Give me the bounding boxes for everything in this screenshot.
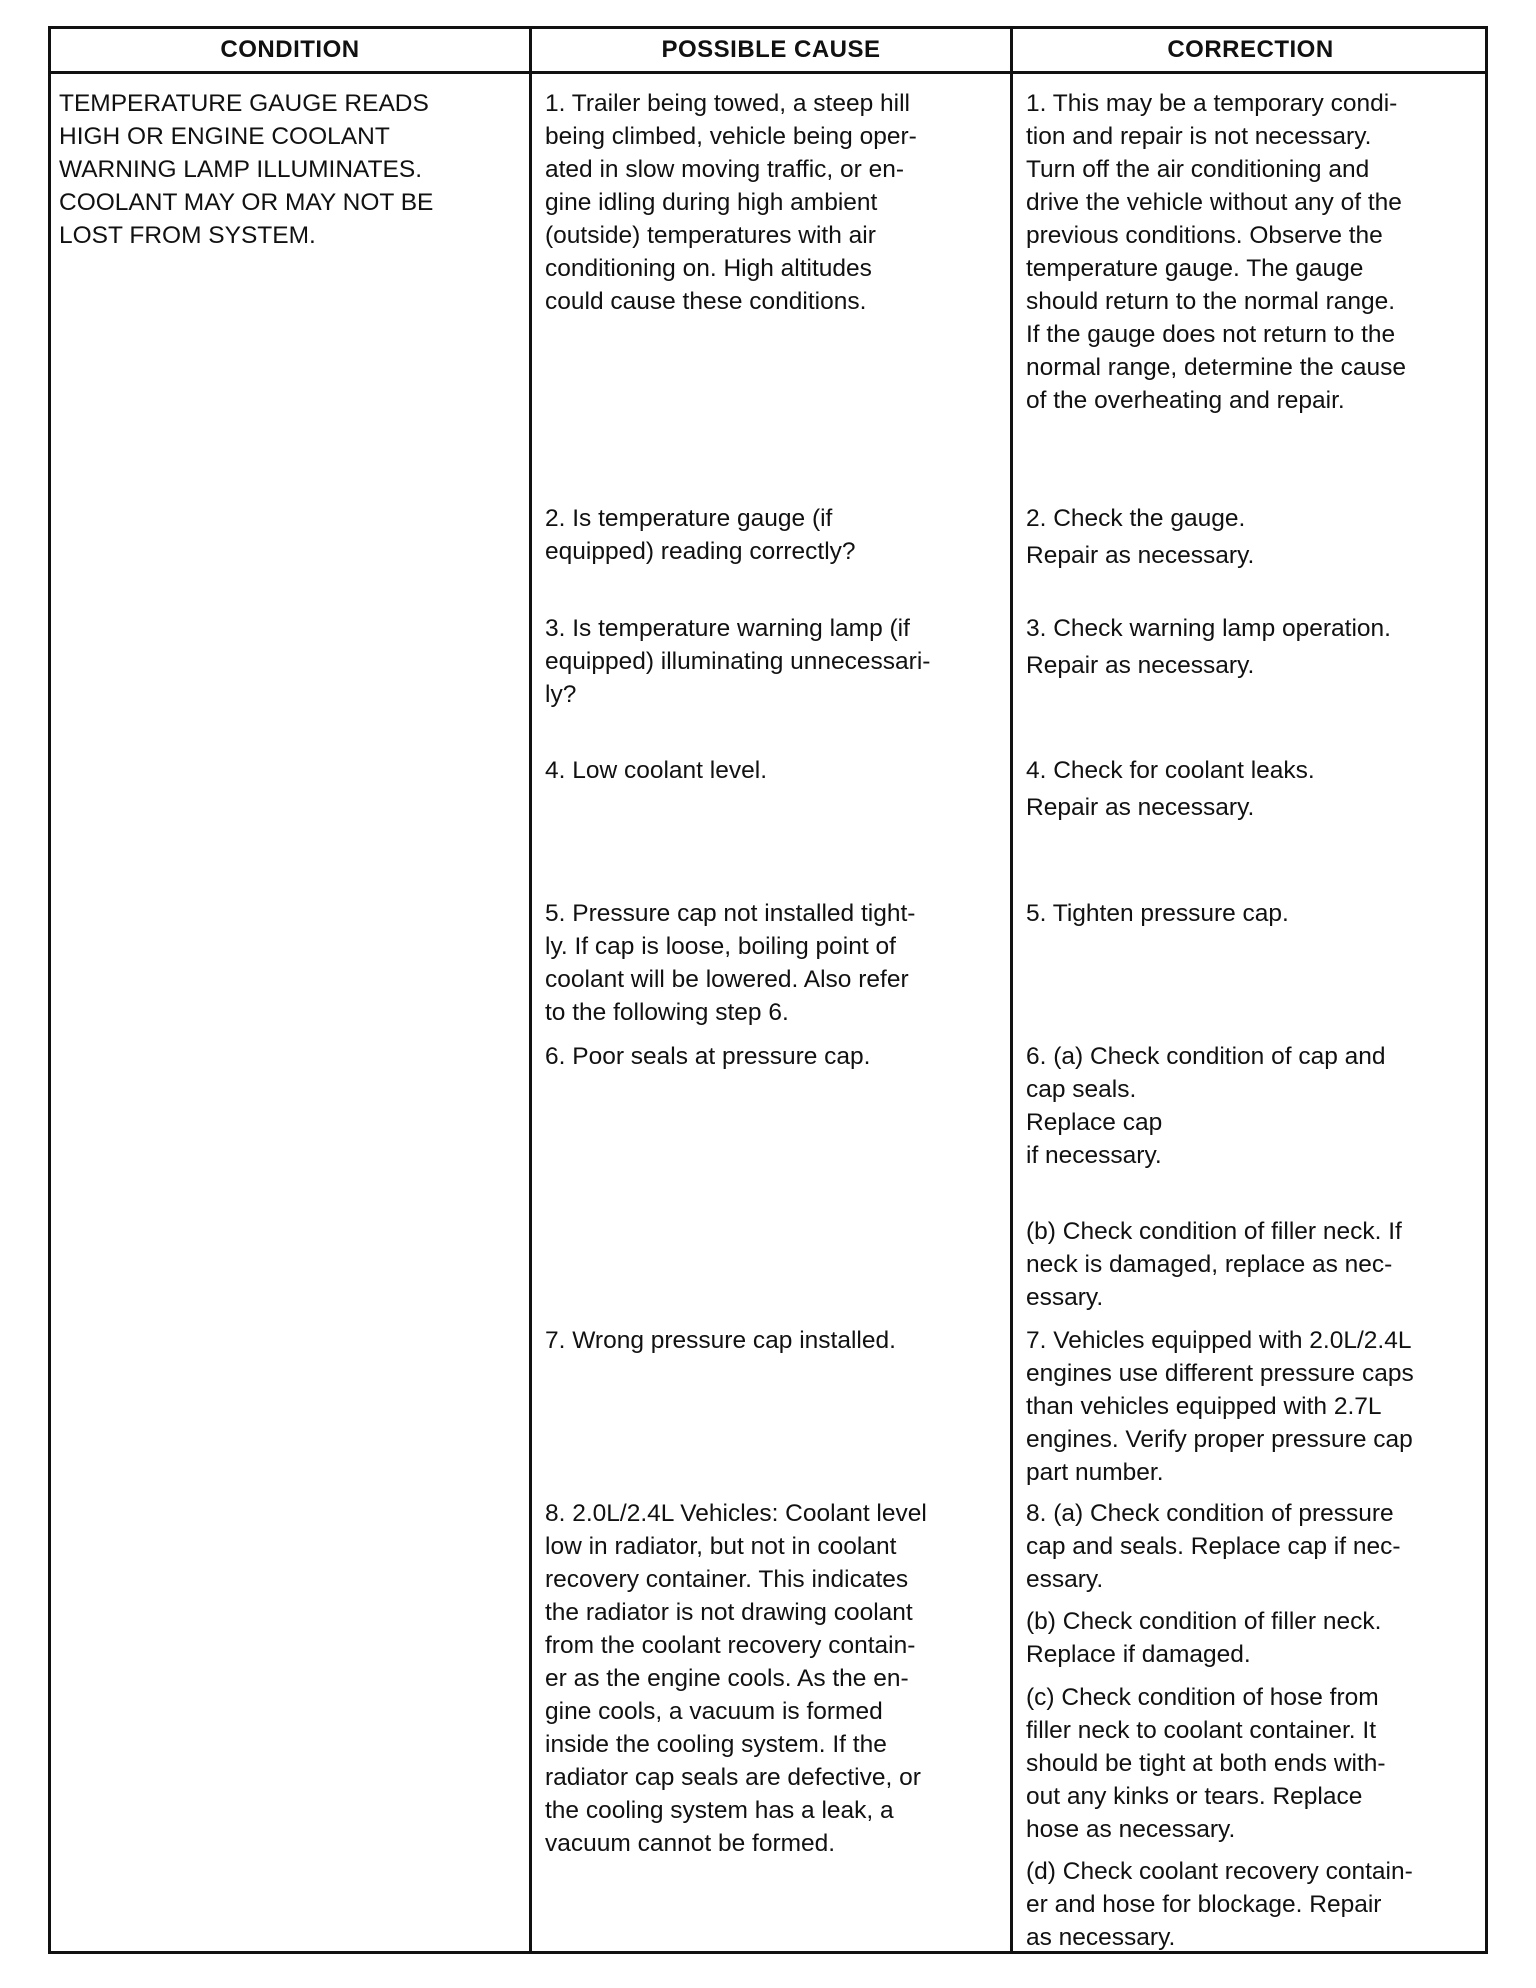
text-line: cap seals. [1026,1076,1137,1103]
text-line: Replace if damaged. [1026,1641,1251,1668]
text-line: low in radiator, but not in coolant [545,1533,897,1560]
correction-8d [1026,1855,1413,1954]
cause-4 [545,754,767,787]
column-divider-2 [1010,29,1013,1951]
correction-8b [1026,1605,1381,1671]
text-line: gine cools, a vacuum is formed [545,1698,883,1725]
text-line: Replace cap [1026,1109,1163,1136]
text-line: If the gauge does not return to the [1026,321,1396,348]
text-line: 3. Check warning lamp operation. [1026,615,1391,642]
text-line: out any kinks or tears. Replace [1026,1783,1363,1810]
text-line: than vehicles equipped with 2.7L [1026,1393,1382,1420]
condition-text [59,87,433,252]
text-line: 1. Trailer being towed, a steep hill [545,90,910,117]
text-line: 5. Tighten pressure cap. [1026,900,1289,927]
text-line: normal range, determine the cause [1026,354,1406,381]
text-line: 2. Check the gauge. [1026,505,1246,532]
text-line: 4. Low coolant level. [545,757,767,784]
header-possible-cause: POSSIBLE CAUSE [661,36,881,63]
text-line: engines. Verify proper pressure cap [1026,1426,1413,1453]
text-line: 6. Poor seals at pressure cap. [545,1043,871,1070]
text-line: drive the vehicle without any of the [1026,189,1402,216]
text-line: recovery container. This indicates [545,1566,909,1593]
text-line: conditioning on. High altitudes [545,255,872,282]
cause-1 [545,87,917,318]
text-line: ly? [545,681,577,708]
text-line: tion and repair is not necessary. [1026,123,1372,150]
text-line: could cause these conditions. [545,288,867,315]
text-line: Turn off the air conditioning and [1026,156,1370,183]
text-line: (b) Check condition of filler neck. If [1026,1218,1402,1245]
text-line: Repair as necessary. [1026,542,1255,569]
condition-line: COOLANT MAY OR MAY NOT BE [59,189,434,216]
correction-6a [1026,1040,1386,1172]
header-correction: CORRECTION [1167,36,1334,63]
condition-line: HIGH OR ENGINE COOLANT [59,123,390,150]
correction-3 [1026,612,1391,682]
text-line: 8. 2.0L/2.4L Vehicles: Coolant level [545,1500,927,1527]
correction-1 [1026,87,1406,417]
text-line: neck is damaged, replace as nec- [1026,1251,1393,1278]
text-line: 6. (a) Check condition of cap and [1026,1043,1386,1070]
column-divider-1 [529,29,532,1951]
text-line: vacuum cannot be formed. [545,1830,836,1857]
header-condition: CONDITION [220,36,360,63]
text-line: er and hose for blockage. Repair [1026,1891,1382,1918]
text-line: gine idling during high ambient [545,189,878,216]
text-line: the radiator is not drawing coolant [545,1599,913,1626]
text-line: should return to the normal range. [1026,288,1396,315]
text-line: filler neck to coolant container. It [1026,1717,1376,1744]
text-line: being climbed, vehicle being oper- [545,123,917,150]
correction-8a [1026,1497,1401,1596]
text-line: er as the engine cools. As the en- [545,1665,909,1692]
text-line: to the following step 6. [545,999,789,1026]
text-line: of the overheating and repair. [1026,387,1345,414]
text-line: inside the cooling system. If the [545,1731,887,1758]
text-line: 8. (a) Check condition of pressure [1026,1500,1394,1527]
text-line: from the coolant recovery contain- [545,1632,916,1659]
text-line: hose as necessary. [1026,1816,1236,1843]
text-line: as necessary. [1026,1924,1176,1951]
text-line: Repair as necessary. [1026,652,1255,679]
condition-line: LOST FROM SYSTEM. [59,222,316,249]
text-line: (d) Check coolant recovery contain- [1026,1858,1413,1885]
text-line: (outside) temperatures with air [545,222,876,249]
text-line: coolant will be lowered. Also refer [545,966,909,993]
cause-3 [545,612,930,711]
text-line: Repair as necessary. [1026,794,1255,821]
text-line: 3. Is temperature warning lamp (if [545,615,910,642]
text-line: radiator cap seals are defective, or [545,1764,921,1791]
text-line: 1. This may be a temporary condi- [1026,90,1398,117]
text-line: ated in slow moving traffic, or en- [545,156,905,183]
text-line: 4. Check for coolant leaks. [1026,757,1315,784]
text-line: equipped) reading correctly? [545,538,856,565]
condition-line: TEMPERATURE GAUGE READS [59,90,429,117]
text-line: temperature gauge. The gauge [1026,255,1364,282]
text-line: ly. If cap is loose, boiling point of [545,933,896,960]
cause-8 [545,1497,927,1860]
cause-5 [545,897,915,1029]
text-line: engines use different pressure caps [1026,1360,1414,1387]
header-divider [51,71,1485,74]
text-line: 7. Vehicles equipped with 2.0L/2.4L [1026,1327,1412,1354]
text-line: part number. [1026,1459,1164,1486]
cause-7 [545,1324,896,1357]
text-line: previous conditions. Observe the [1026,222,1383,249]
text-line: (b) Check condition of filler neck. [1026,1608,1382,1635]
correction-5 [1026,897,1289,930]
text-line: equipped) illuminating unnecessari- [545,648,931,675]
text-line: 7. Wrong pressure cap installed. [545,1327,896,1354]
text-line: (c) Check condition of hose from [1026,1684,1379,1711]
correction-8c [1026,1681,1386,1846]
text-line: cap and seals. Replace cap if nec- [1026,1533,1401,1560]
troubleshooting-table [48,26,1488,1954]
text-line: 5. Pressure cap not installed tight- [545,900,916,927]
text-line: should be tight at both ends with- [1026,1750,1386,1777]
correction-7 [1026,1324,1414,1489]
cause-2 [545,502,856,568]
text-line: 2. Is temperature gauge (if [545,505,833,532]
text-line: essary. [1026,1566,1104,1593]
text-line: essary. [1026,1284,1104,1311]
correction-6b [1026,1215,1402,1314]
correction-2 [1026,502,1254,572]
text-line: if necessary. [1026,1142,1162,1169]
correction-4 [1026,754,1315,824]
condition-line: WARNING LAMP ILLUMINATES. [59,156,423,183]
text-line: the cooling system has a leak, a [545,1797,894,1824]
cause-6 [545,1040,870,1073]
